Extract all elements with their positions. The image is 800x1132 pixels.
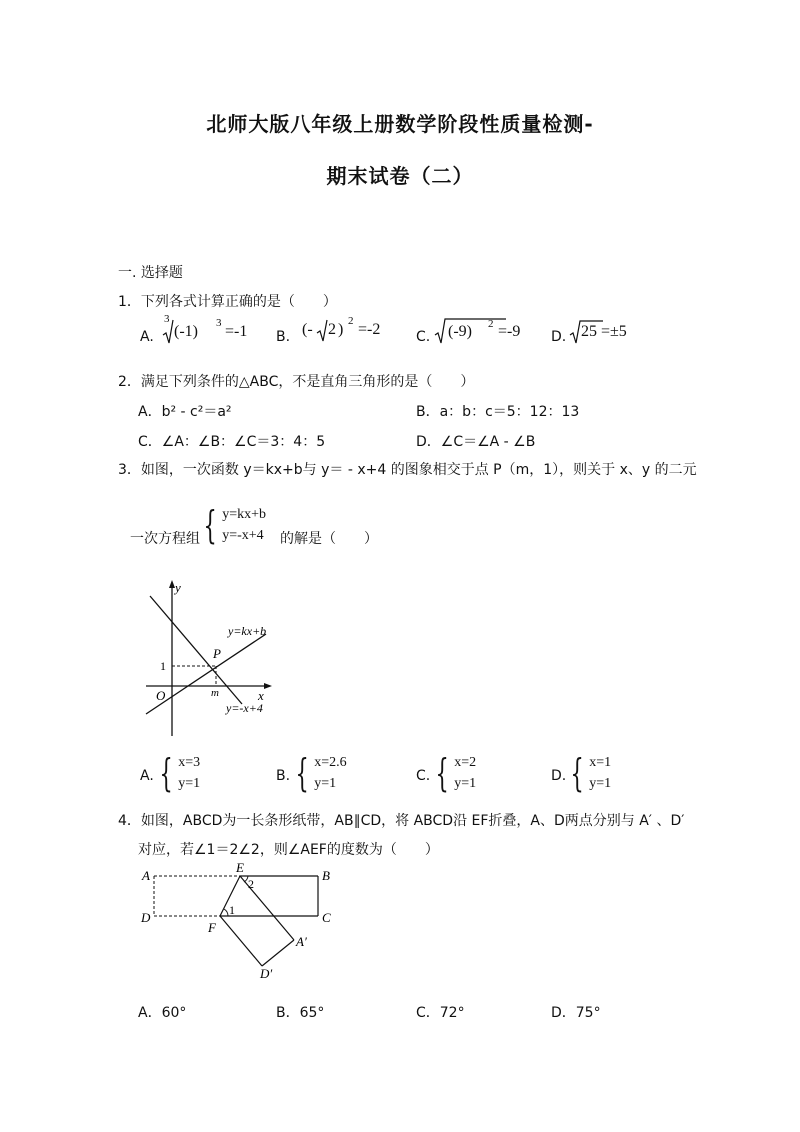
q3-a-x: x=3	[178, 755, 201, 770]
q3-system-eq1: y=kx+b	[222, 507, 266, 522]
q3-option-b-label: B.	[276, 768, 291, 784]
q1-b-exponent: 2	[348, 315, 354, 327]
q1-a-radicand: (-1)	[174, 323, 198, 340]
q4-folded-ad	[262, 940, 294, 966]
q4-label-d: D	[141, 910, 151, 925]
brace-icon: {	[435, 751, 449, 795]
q2-option-c: C．∠A：∠B：∠C＝3：4：5	[138, 434, 326, 450]
q3-m-label: m	[211, 687, 219, 699]
q3-option-d-label: D.	[551, 768, 567, 784]
question-3-stem-line1: 3．如图，一次函数 y＝kx+b与 y＝ - x+4 的图象相交于点 P（m，1），则关于 x、y 的二元	[118, 462, 697, 478]
q3-origin-label: O	[156, 688, 166, 703]
q3-graph	[138, 578, 288, 738]
brace-icon: {	[295, 751, 309, 795]
brace-icon: {	[570, 751, 584, 795]
q4-label-b: B	[322, 868, 330, 883]
page-title-line2: 期末试卷（二）	[326, 164, 474, 188]
q4-option-a: A．60°	[138, 1005, 187, 1021]
page-title-line1: 北师大版八年级上册数学阶段性质量检测-	[206, 112, 594, 136]
brace-icon: {	[159, 751, 173, 795]
q1-b-radical-icon	[316, 319, 328, 343]
q1-c-exponent: 2	[488, 318, 494, 330]
q3-b-y: y=1	[314, 776, 337, 791]
q4-label-c: C	[322, 910, 331, 925]
q3-d-x: x=1	[589, 755, 612, 770]
q1-b-radicand: 2	[328, 321, 336, 338]
q3-d-y: y=1	[589, 776, 612, 791]
q3-option-c-label: C.	[416, 768, 431, 784]
q3-option-a-system	[154, 752, 200, 794]
q4-label-e: E	[236, 860, 244, 875]
q3-option-b-system	[290, 752, 347, 794]
q4-folded-fd	[220, 916, 262, 966]
q1-b-rhs: =-2	[358, 321, 381, 338]
q3-one-label: 1	[160, 659, 166, 673]
q3-c-y: y=1	[454, 776, 477, 791]
question-2-stem: 2．满足下列条件的△ABC，不是直角三角形的是（ ）	[118, 374, 475, 390]
q3-option-a-label: A.	[140, 768, 154, 784]
q3-a-y: y=1	[178, 776, 201, 791]
question-1-stem: 1．下列各式计算正确的是（ ）	[118, 294, 337, 310]
q1-option-a-label: A.	[140, 329, 154, 345]
q2-option-d: D．∠C＝∠A - ∠B	[416, 434, 536, 450]
q3-x-arrow-icon	[264, 683, 272, 689]
q1-b-open: (-	[302, 321, 313, 338]
q3-p-label: P	[213, 646, 221, 661]
q2-option-a: A．b² - c²＝a²	[138, 404, 232, 420]
q3-equation-system	[198, 504, 266, 546]
q3-line2-label: y=-x+4	[226, 701, 263, 715]
q3-y-label: y	[175, 580, 181, 595]
q1-d-radicand: 25	[581, 323, 597, 340]
q1-option-d-label: D.	[551, 329, 567, 345]
q4-option-b: B．65°	[276, 1005, 325, 1021]
q2-option-b: B．a：b：c＝5：12：13	[416, 404, 580, 420]
q1-a-exponent: 3	[216, 317, 222, 329]
q3-c-x: x=2	[454, 755, 477, 770]
q3-option-c-system	[430, 752, 476, 794]
q3-option-d-system	[565, 752, 611, 794]
q1-a-root-index: 3	[164, 313, 170, 325]
q3-stem-prefix: 一次方程组	[130, 531, 200, 547]
q1-option-c-label: C.	[416, 329, 431, 345]
q4-angle1-arc	[224, 909, 228, 916]
q3-system-eq2: y=-x+4	[222, 528, 264, 543]
q3-x-label: x	[258, 688, 264, 703]
q4-angle2-label: 2	[248, 877, 254, 891]
q4-label-a: A	[142, 868, 150, 883]
q1-a-rhs: =-1	[225, 323, 248, 340]
q4-label-d-prime: D′	[260, 966, 273, 981]
q1-b-close: )	[338, 321, 344, 338]
section-header: 一. 选择题	[118, 265, 183, 281]
q3-b-x: x=2.6	[314, 755, 347, 770]
q1-option-b-label: B.	[276, 329, 291, 345]
q3-stem-suffix: 的解是（ ）	[280, 531, 378, 547]
q4-option-d: D．75°	[551, 1005, 601, 1021]
question-4-stem-line2: 对应，若∠1＝2∠2，则∠AEF的度数为（ ）	[138, 842, 439, 858]
question-4-stem-line1: 4．如图，ABCD为一长条形纸带，AB∥CD，将 ABCD沿 EF折叠，A、D两点分别与 A′ 、D′	[118, 813, 685, 829]
q3-line1-label: y=kx+b	[228, 624, 267, 638]
q1-a-radical-icon	[162, 319, 174, 345]
q4-label-a-prime: A′	[296, 934, 307, 949]
q3-brace-icon: {	[203, 503, 217, 547]
q1-c-radicand: (-9)	[448, 323, 472, 340]
q4-option-c: C．72°	[416, 1005, 465, 1021]
q4-figure	[136, 860, 346, 990]
q4-label-f: F	[208, 920, 216, 935]
q4-angle1-label: 1	[229, 903, 235, 917]
q1-d-rhs: =±5	[601, 323, 627, 340]
q1-c-rhs: =-9	[498, 323, 521, 340]
